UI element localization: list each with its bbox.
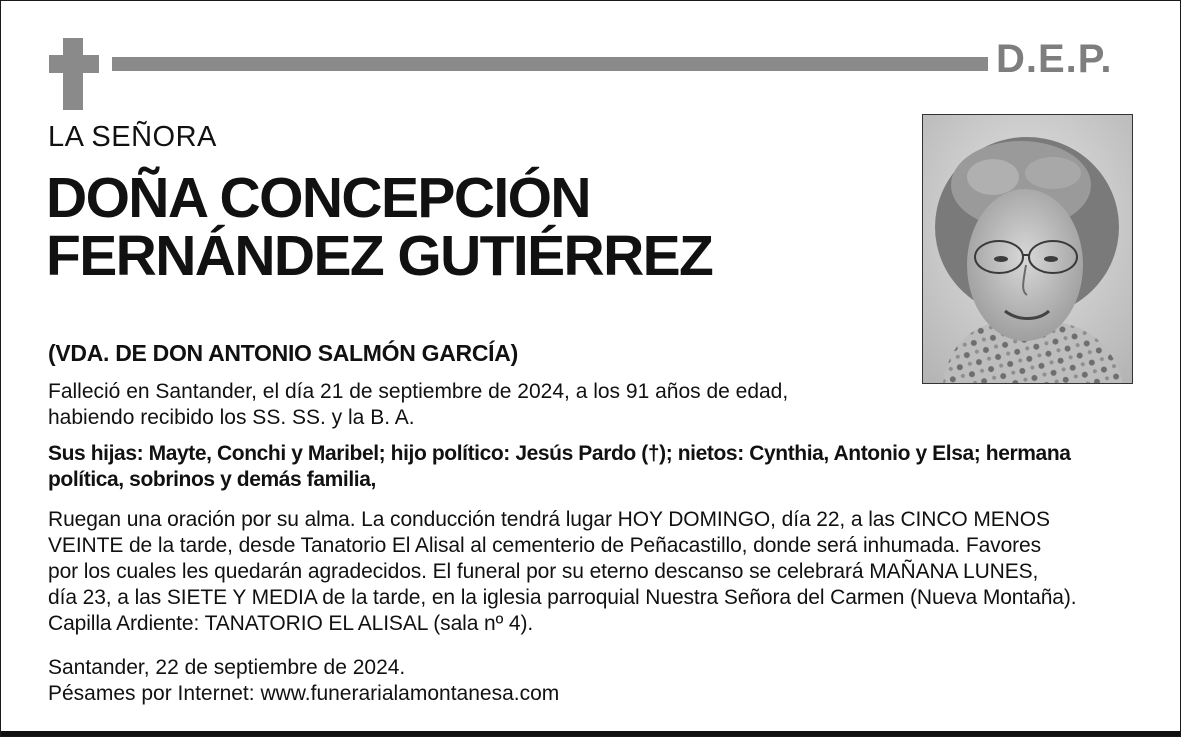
service-line4: día 23, a las SIETE Y MEDIA de la tarde, en la iglesia parroquial Nuestra Señora del Carmen (Nueva Montaña). [48, 586, 1077, 609]
deceased-name-line2: FERNÁNDEZ GUTIÉRREZ [46, 224, 713, 288]
family-line1: Sus hijas: Mayte, Conchi y Maribel; hijo político: Jesús Pardo (†); nietos: Cynthia, Antonio y Elsa; hermana [48, 442, 1071, 465]
deceased-name-line1: DOÑA CONCEPCIÓN [46, 166, 590, 230]
portrait-photo [922, 114, 1133, 384]
service-line3: por los cuales les quedarán agradecidos. El funeral por su eterno descanso se celebrará MAÑANA LUNES, [48, 560, 1039, 583]
header-rule [112, 57, 988, 71]
death-notice-line1: Falleció en Santander, el día 21 de septiembre de 2024, a los 91 años de edad, [48, 380, 789, 403]
dep-label: D.E.P. [996, 37, 1113, 81]
cross-icon-bar [49, 55, 99, 73]
condolences-website: Pésames por Internet: www.funerarialamontanesa.com [48, 682, 560, 705]
cross-icon [63, 38, 83, 110]
closing [48, 655, 1148, 707]
deceased-name [46, 166, 713, 288]
family-line2: política, sobrinos y demás familia, [48, 468, 376, 491]
service-line1: Ruegan una oración por su alma. La conducción tendrá lugar HOY DOMINGO, día 22, a las CINCO MENOS [48, 508, 1050, 531]
service-details [48, 507, 1148, 637]
service-line2: VEINTE de la tarde, desde Tanatorio El Alisal al cementerio de Peñacastillo, donde será inhumada. Favores [48, 534, 1042, 557]
place-date: Santander, 22 de septiembre de 2024. [48, 656, 406, 679]
service-line5: Capilla Ardiente: TANATORIO EL ALISAL (sala nº 4). [48, 612, 534, 635]
bottom-border [1, 731, 1180, 736]
portrait-illustration [923, 115, 1132, 383]
death-notice [48, 379, 908, 431]
family-list [48, 441, 1108, 493]
widow-of: (VDA. DE DON ANTONIO SALMÓN GARCÍA) [48, 340, 518, 366]
death-notice-line2: habiendo recibido los SS. SS. y la B. A. [48, 406, 415, 429]
honorific: LA SEÑORA [48, 121, 217, 153]
